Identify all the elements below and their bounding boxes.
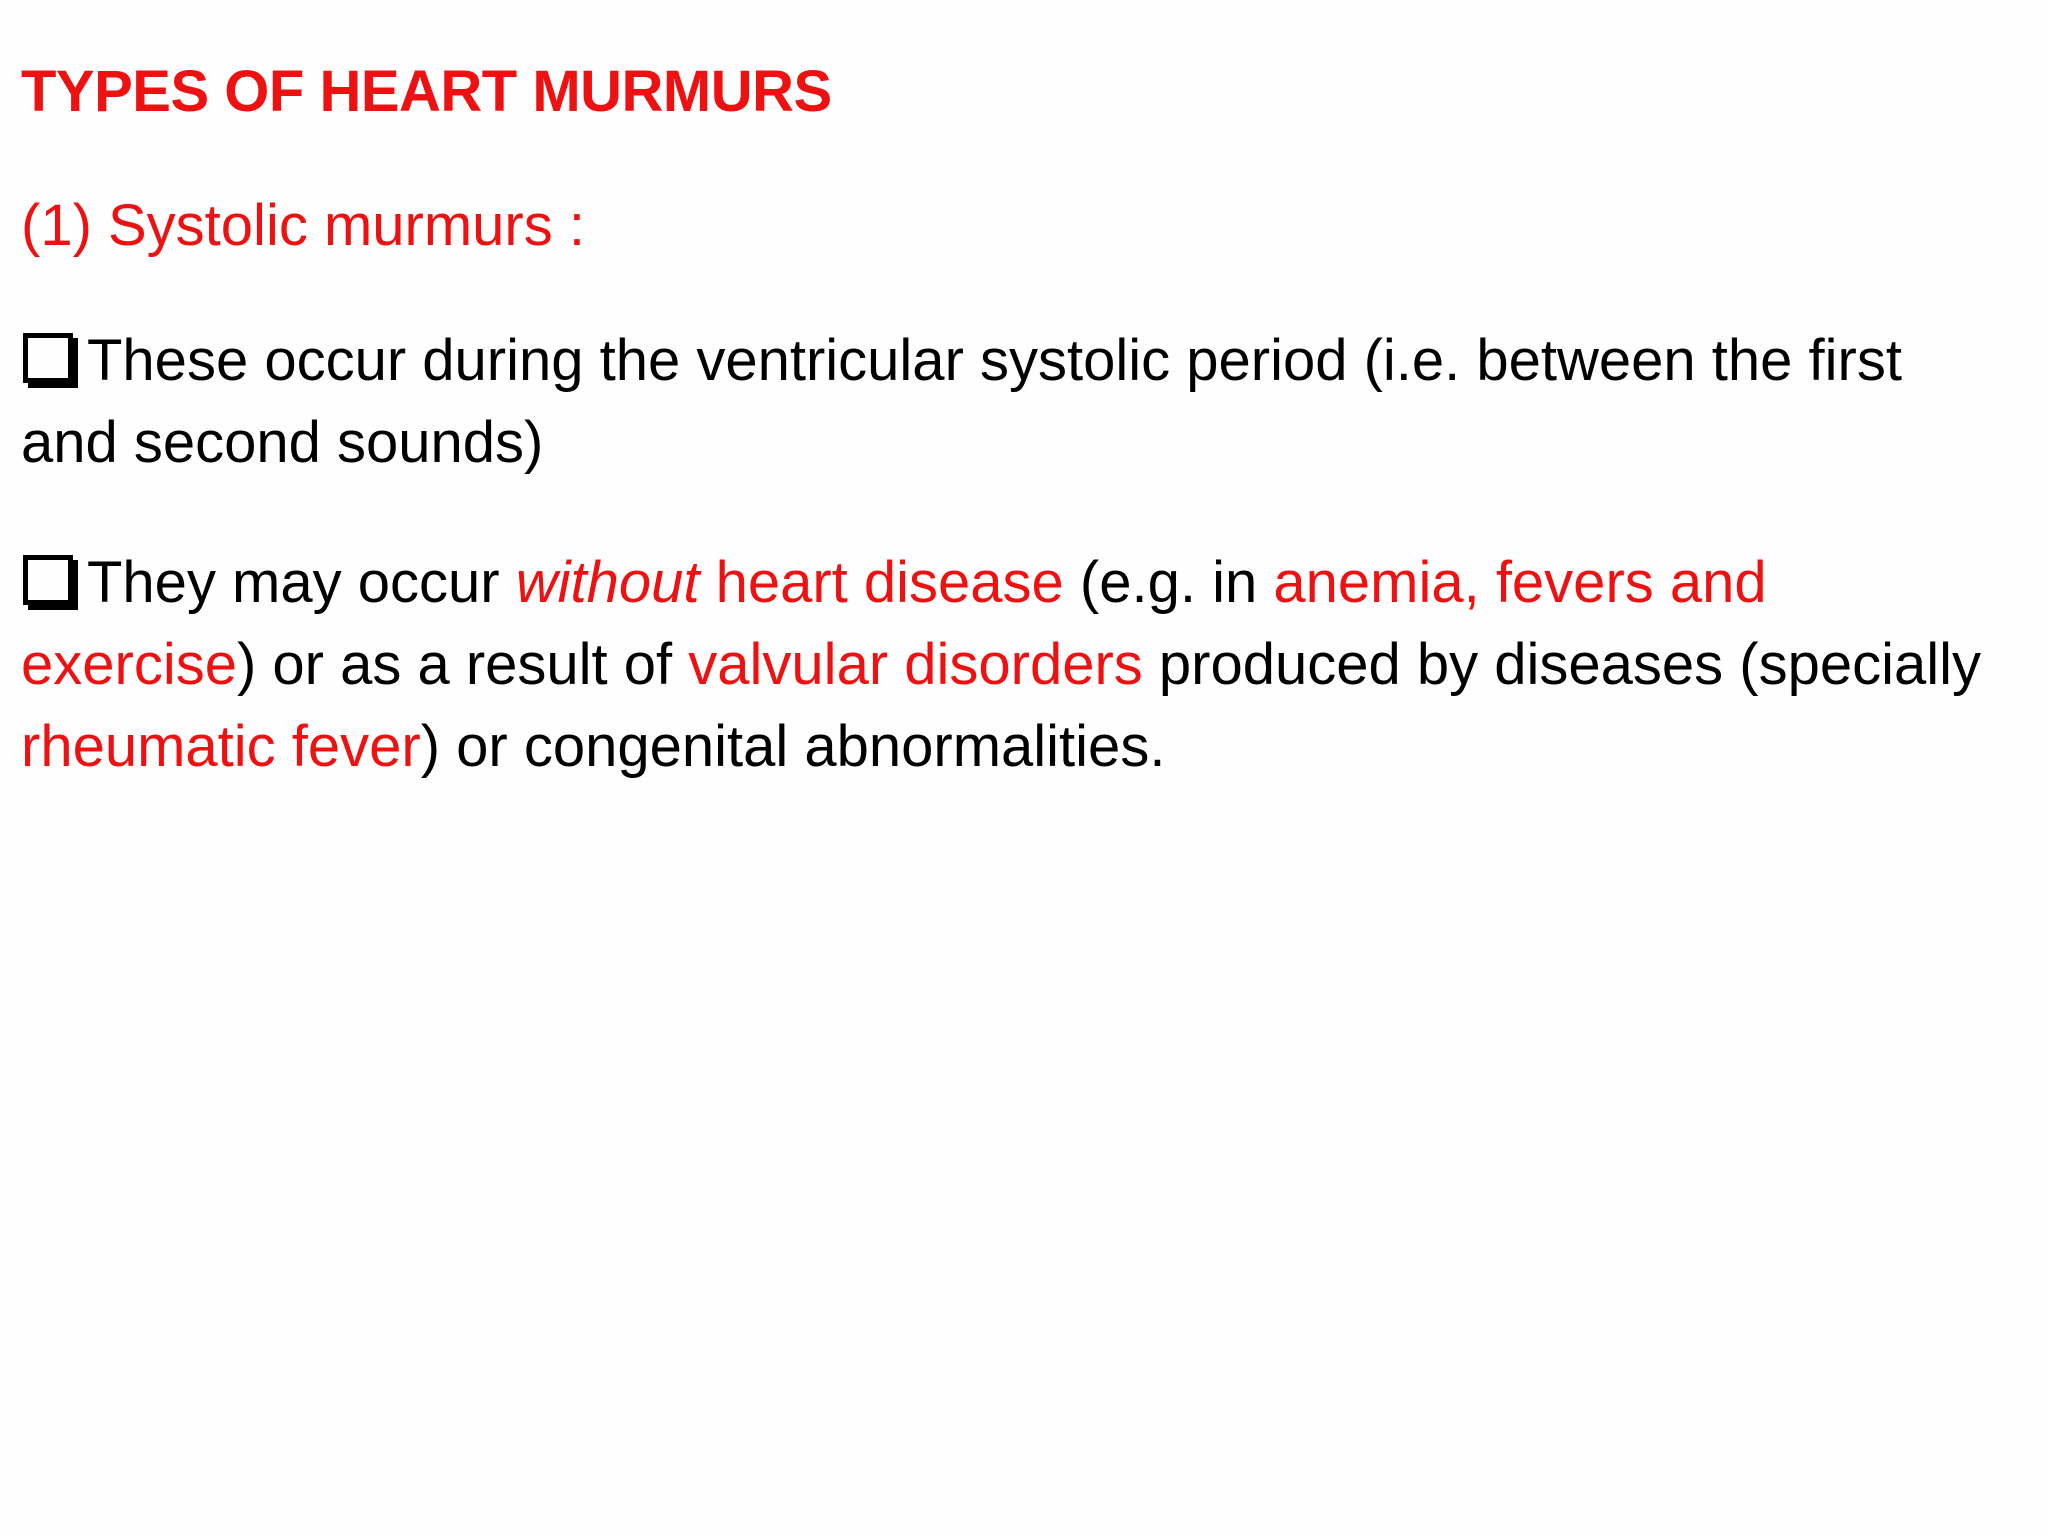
bullet-2-highlight-heart-disease: heart disease (699, 550, 1064, 615)
bullet-2-text-1: They may occur (87, 550, 516, 615)
bullet-2-text-3: ) or as a result of (236, 632, 689, 697)
bullet-2-emphasis-without: without (515, 550, 700, 615)
section-heading: (1) Systolic murmurs : (21, 193, 585, 258)
bullet-1-text: These occur during the ventricular systolic period (i.e. between the first and second sounds) (21, 328, 1902, 475)
bullet-2-highlight-rheumatic: rheumatic fever (21, 714, 421, 779)
checkbox-square-icon (23, 333, 73, 383)
bullet-paragraph-2 (21, 542, 2011, 788)
bullet-2-text-4: produced by diseases (specially (1142, 632, 1982, 697)
bullet-2-highlight-valvular: valvular disorders (688, 632, 1143, 697)
bullet-2-highlight-anemia: anemia, fevers and exercise (21, 550, 1767, 697)
checkbox-square-icon (23, 555, 73, 605)
bullet-2-text-5: ) or congenital abnormalities. (420, 714, 1166, 779)
bullet-paragraph-1 (21, 320, 2011, 484)
slide-title: TYPES OF HEART MURMURS (21, 59, 832, 124)
bullet-2-text-2: (e.g. in (1063, 550, 1274, 615)
